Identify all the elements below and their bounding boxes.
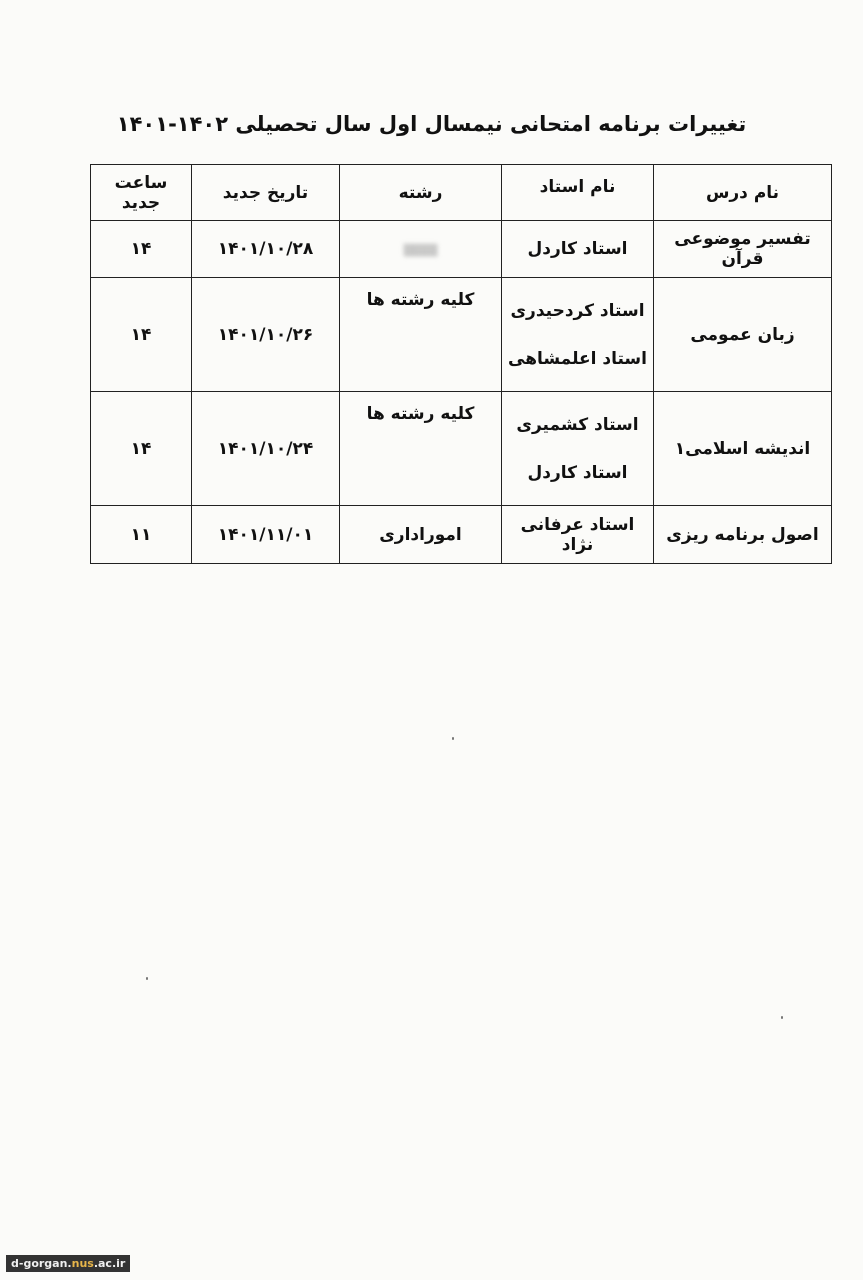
time-cell: ۱۴ xyxy=(91,221,192,278)
table-row xyxy=(91,278,832,392)
watermark-suffix: .ac.ir xyxy=(93,1257,126,1270)
major-cell: کلیه رشته ها xyxy=(340,392,502,506)
instructor-name: استاد کردحیدری xyxy=(510,300,645,321)
date-cell: ۱۴۰۱/۱۰/۲۸ xyxy=(192,221,340,278)
time-cell: ۱۴ xyxy=(91,278,192,392)
scan-speck xyxy=(781,1016,783,1019)
header-new-time: ساعت جدید xyxy=(91,165,192,221)
time-cell: ۱۴ xyxy=(91,392,192,506)
date-cell: ۱۴۰۱/۱۰/۲۶ xyxy=(192,278,340,392)
time-cell: ۱۱ xyxy=(91,506,192,564)
table-row xyxy=(91,506,832,564)
course-cell: اندیشه اسلامی۱ xyxy=(654,392,832,506)
watermark-prefix: d-gorgan. xyxy=(11,1257,72,1270)
major-cell-redacted: ▒▒▒▒ xyxy=(340,221,502,278)
instructor-cell xyxy=(502,278,654,392)
table-row xyxy=(91,392,832,506)
scan-speck xyxy=(452,737,454,740)
watermark-accent: nus xyxy=(71,1257,94,1270)
header-course: نام درس xyxy=(654,165,832,221)
site-watermark xyxy=(6,1255,130,1272)
exam-changes-table xyxy=(90,164,832,564)
header-major: رشته xyxy=(340,165,502,221)
course-cell: اصول برنامه ریزی xyxy=(654,506,832,564)
course-cell: زبان عمومی xyxy=(654,278,832,392)
instructor-name: استاد کشمیری xyxy=(516,414,639,435)
major-cell: اموراداری xyxy=(340,506,502,564)
major-cell: کلیه رشته ها xyxy=(340,278,502,392)
instructor-name: استاد کاردل xyxy=(527,462,628,483)
instructor-name: استاد اعلمشاهی xyxy=(508,348,647,369)
header-new-date: تاریخ جدید xyxy=(192,165,340,221)
page-title: تغییرات برنامه امتحانی نیمسال اول سال تحصیلی ۱۴۰۲-۱۴۰۱ xyxy=(116,112,747,136)
course-cell: تفسیر موضوعی قرآن xyxy=(654,221,832,278)
table-header-row xyxy=(91,165,832,221)
scan-speck xyxy=(146,977,148,980)
date-cell: ۱۴۰۱/۱۰/۲۴ xyxy=(192,392,340,506)
instructor-cell: استاد کاردل xyxy=(502,221,654,278)
table-row xyxy=(91,221,832,278)
instructor-cell: استاد عرفانی نژاد xyxy=(502,506,654,564)
header-instructor: نام استاد xyxy=(502,165,654,221)
instructor-cell xyxy=(502,392,654,506)
date-cell: ۱۴۰۱/۱۱/۰۱ xyxy=(192,506,340,564)
